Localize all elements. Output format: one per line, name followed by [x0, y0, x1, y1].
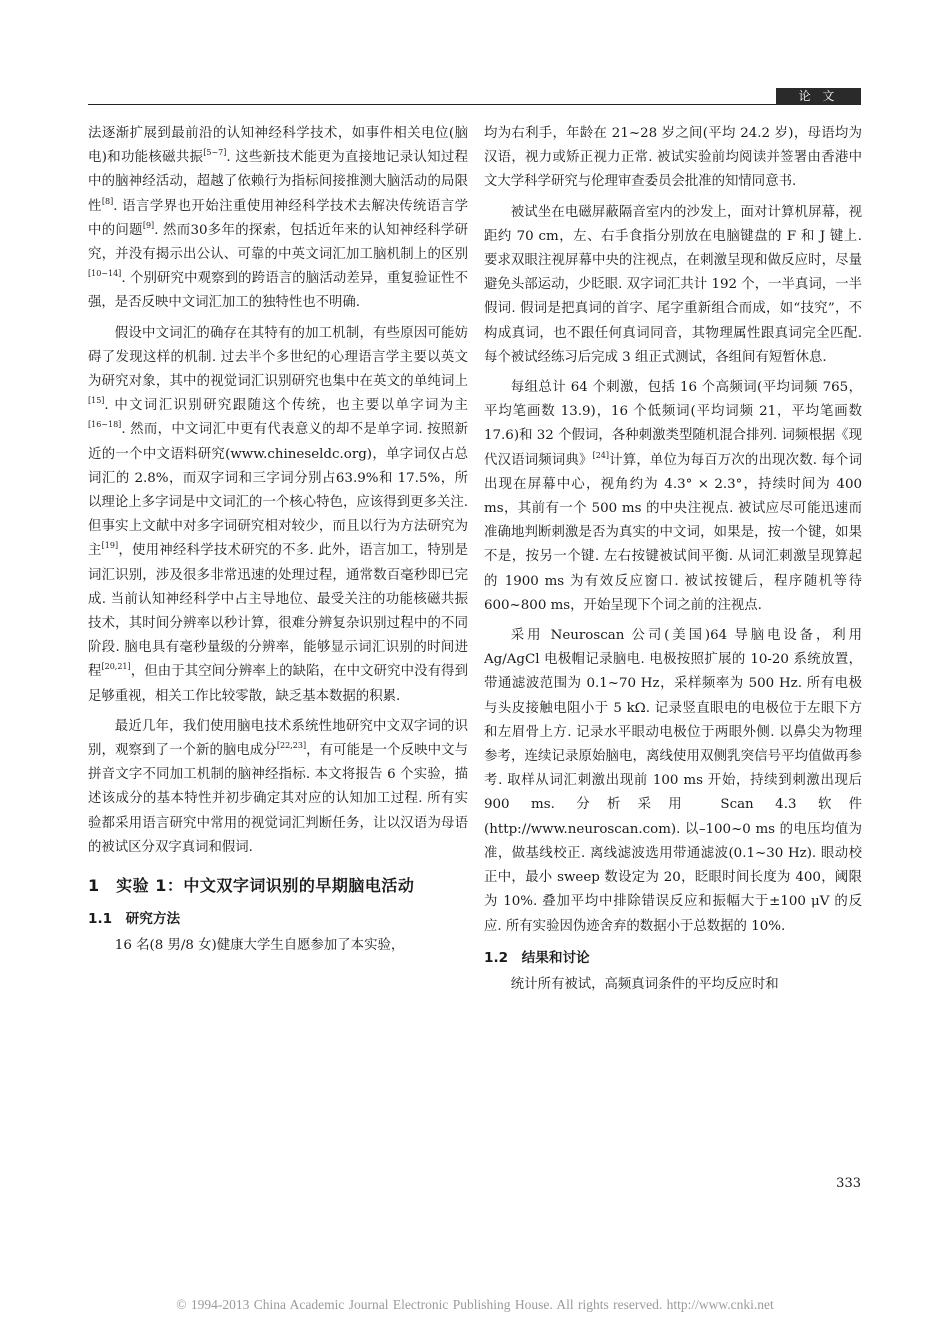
citation: [8] [101, 196, 114, 206]
copyright-footer: © 1994-2013 China Academic Journal Electronic Publishing House. All rights reserved. http://www.cnki.net [176, 1297, 774, 1312]
subsection-heading: 1.1 研究方法 [88, 911, 181, 928]
citation: [15] [88, 396, 105, 406]
citation: [16~18] [88, 420, 122, 430]
citation: [24] [592, 450, 609, 460]
paragraph: 统计所有被试，高频真词条件的平均反应时和 [510, 976, 779, 992]
page-number: 333 [836, 1176, 861, 1191]
header-rule [88, 104, 861, 105]
citation: [19] [101, 541, 119, 551]
paragraph: 假设中文词汇的确存在其特有的加工机制，有些原因可能妨碍了发现这样的机制. 过去半个多世纪的心理语言学主要以英文为研究对象，其中的视觉词汇识别研究也集中在英文的单纯词上[15]. 中文词汇识别研究跟随这个传统，也主要以单字词为主[16~18]. 然而，中文词汇中更有代表意义的却不是单字词. 按照新近的一个中文语料研究(www.chineseldc.org)，单字词仅占总词汇的 2.8%，而双字词和三字词分别占63.9%和 17.5%，所以理论上多字词是中文词汇的一个核心特色，应该得到更多关注. 但事实上文献中对多字词研究相对较少，而且以行为方法研究为主[19]，使用神经科学技术研究的不多. 此外，语言加工，特别是词汇识别，涉及很多非常迅速的处理过程，通常数百毫秒即已完成. 当前认知神经科学中占主导地位、最受关注的功能核磁共振技术，其时间分辨率以秒计算，很难分辨复杂识别过程中的不同阶段. 脑电具有毫秒量级的分辨率，能够显示词汇识别的时间进程[20,21]，但由于其空间分辨率上的缺陷，在中文研究中没有得到足够重视，相关工作比较零散，缺乏基本数据的积累. [88, 325, 469, 704]
citation: [9] [142, 220, 155, 230]
paragraph: 法逐渐扩展到最前沿的认知神经科学技术，如事件相关电位(脑电)和功能核磁共振[5~7]. 这些新技术能更为直接地记录认知过程中的脑神经活动，超越了依赖行为指标间接推测大脑活动的局限性[8]. 语言学界也开始注重使用神经科学技术去解决传统语言学中的问题[9]. 然而30多年的探索，包括近年来的认知神经科学研究，并没有揭示出公认、可靠的中英文词汇加工脑机制上的区别[10~14]. 个别研究中观察到的跨语言的脑活动差异，重复验证性不强，是否反映中文词汇加工的独特性也不明确. [88, 126, 469, 311]
paragraph: 均为右利手，年龄在 21~28 岁之间(平均 24.2 岁)，母语均为汉语，视力或矫正视力正常. 被试实验前均阅读并签署由香港中文大学科学研究与伦理审查委员会批准的知情同意书. [484, 126, 862, 190]
section-heading: 1 实验 1：中文双字词识别的早期脑电活动 [88, 876, 415, 896]
paragraph: 采用 Neuroscan 公司(美国)64 导脑电设备，利用 Ag/AgCl 电极帽记录脑电. 电极按照扩展的 10-20 系统放置，带通滤波范围为 0.1~70 Hz，采样频率为 500 Hz. 所有电极与头皮接触电阻小于 5 kΩ. 记录竖直眼电的电极位于左眼下方和左眉骨上方. 记录水平眼动电极位于两眼外侧. 以鼻尖为物理参考，连续记录原始脑电，离线使用双侧乳突信号平均值做再参考. 取样从词汇刺激出现前 100 ms 开始，持续到刺激出现后 900 ms. 分析采用 Scan 4.3 软件(http://www.neuroscan.com). 以–100~0 ms 的电压均值为准，做基线校正. 离线滤波选用带通滤波(0.1~30 Hz). 眼动校正中，最小 sweep 数设定为 20，眨眼时间长度为 400，阈限为 10%. 叠加平均中排除错误反应和振幅大于±100 μV 的反应. 所有实验因伪迹舍弃的数据小于总数据的 10%. [484, 628, 862, 934]
subsection-heading: 1.2 结果和讨论 [484, 949, 590, 966]
paragraph: 最近几年，我们使用脑电技术系统性地研究中文双字词的识别，观察到了一个新的脑电成分[22,23]，有可能是一个反映中文与拼音文字不同加工机制的脑神经指标. 本文将报告 6 个实验，描述该成分的基本特性并初步确定其对应的认知加工过程. 所有实验都采用语言研究中常用的视觉词汇判断任务，让以汉语为母语的被试区分双字真词和假词. [88, 718, 469, 855]
citation: [10~14] [88, 269, 122, 279]
paragraph: 每组总计 64 个刺激，包括 16 个高频词(平均词频 765，平均笔画数 13.9)，16 个低频词(平均词频 21，平均笔画数 17.6)和 32 个假词，各种刺激类型随机混合排列. 词频根据《现代汉语词频词典》[24]计算，单位为每百万次的出现次数. 每个词出现在屏幕中心，视角约为 4.3° × 2.3°，持续时间为 400 ms，其前有一个 500 ms 的中央注视点. 被试应尽可能迅速而准确地判断刺激是否为真实的中文词，如果是，按一个键，如果不是，按另一个键. 左右按键被试间平衡. 从词汇刺激呈现算起的 1900 ms 为有效反应窗口. 被试按键后，程序随机等待 600~800 ms，开始呈现下个词之前的注视点. [484, 380, 862, 613]
citation: [5~7] [203, 148, 227, 158]
paragraph: 被试坐在电磁屏蔽隔音室内的沙发上，面对计算机屏幕，视距约 70 cm，左、右手食指分别放在电脑键盘的 F 和 J 键上. 要求双眼注视屏幕中央的注视点，在刺激呈现和做反应时，尽量避免头部运动，少眨眼. 双字词汇共计 192 个，一半真词，一半假词. 假词是把真词的首字、尾字重新组合而成，如“技究”，不构成真词，也不跟任何真词同音，其物理属性跟真词完全匹配. 每个被试经练习后完成 3 组正式测试，各组间有短暂休息. [484, 204, 862, 365]
citation: [22,23] [276, 741, 307, 751]
left-column [88, 122, 468, 964]
section-tag: 论 文 [776, 88, 861, 105]
paragraph: 16 名(8 男/8 女)健康大学生自愿参加了本实验， [114, 938, 405, 954]
right-column [484, 122, 862, 1003]
citation: [20,21] [101, 662, 131, 672]
